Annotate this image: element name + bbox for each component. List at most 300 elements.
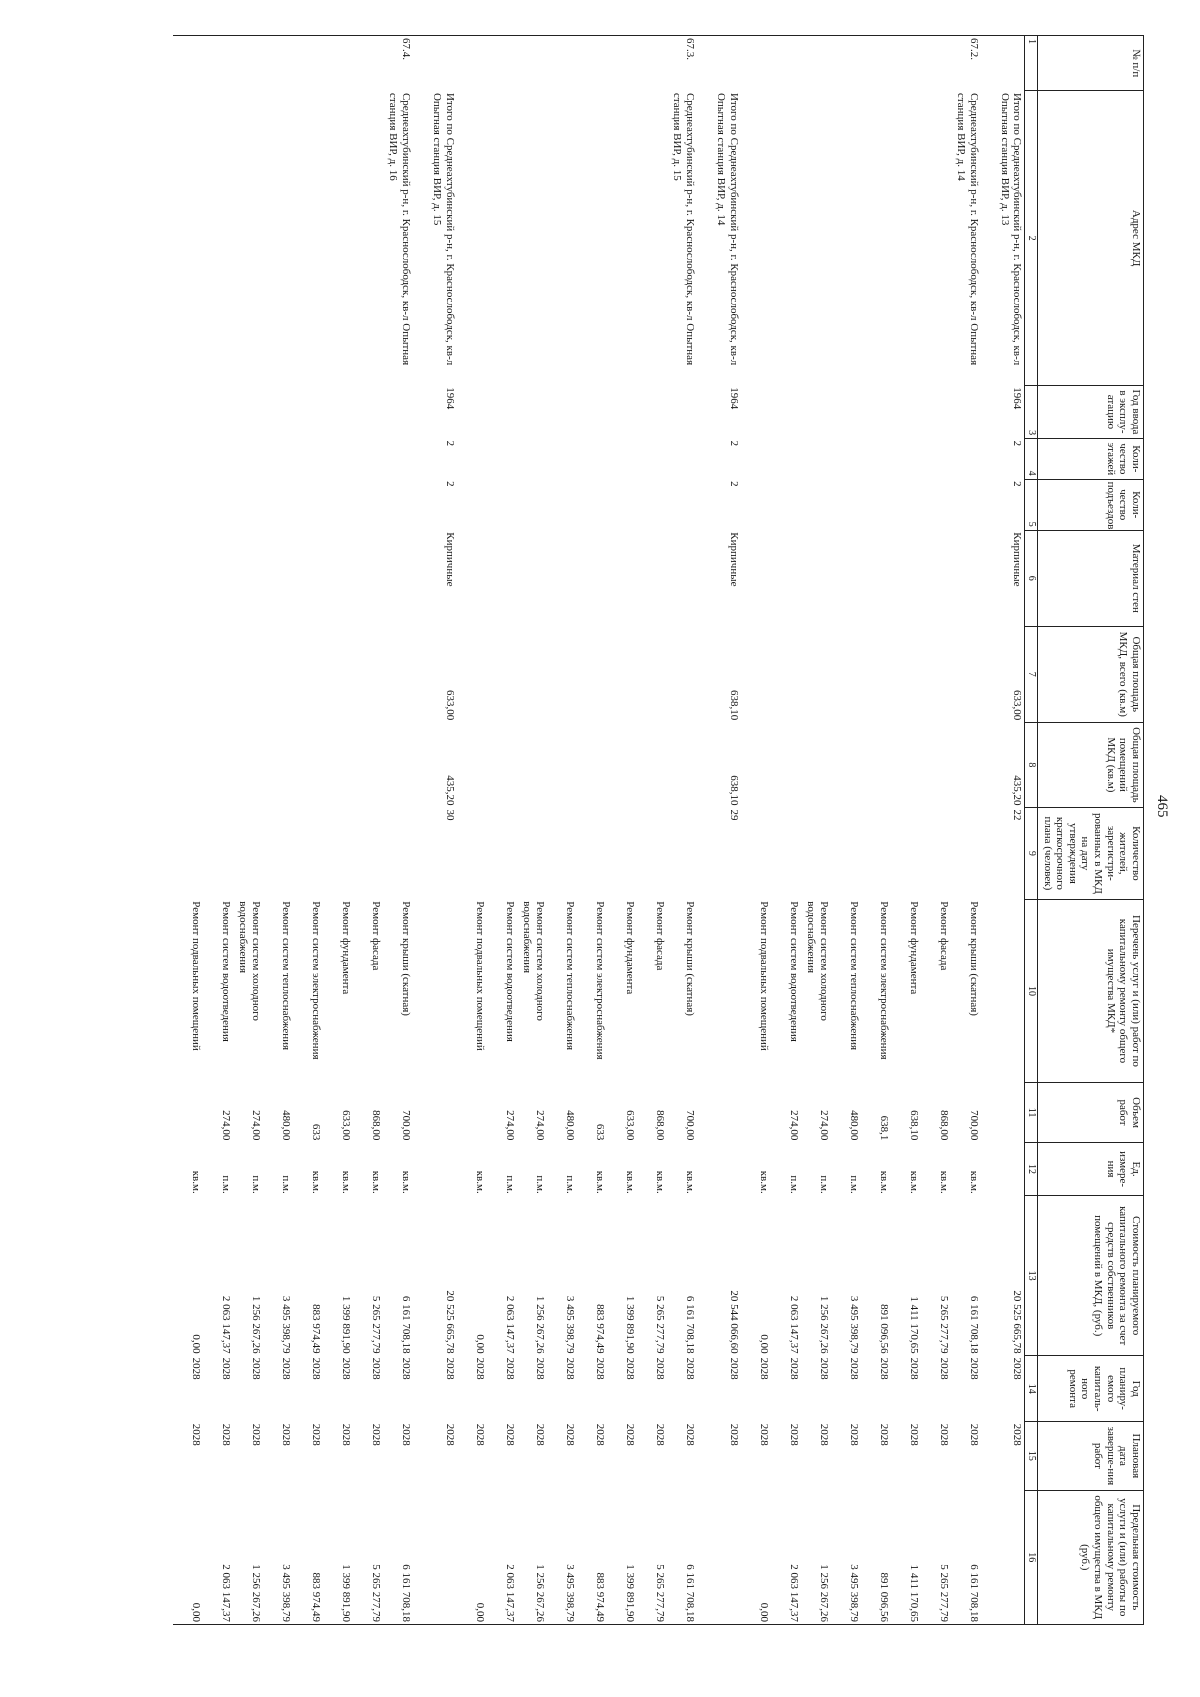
header-max-cost: Предельная стоимость услуги и (или) работы по капитальному ремонту общего имущества в МКД (руб.) <box>1038 1490 1144 1624</box>
cell-premises-area <box>203 722 233 807</box>
cell-floors <box>517 439 547 480</box>
table-row-work <box>517 36 547 1625</box>
cell-wall-material <box>831 530 861 626</box>
cell-entrances <box>951 479 981 530</box>
cell-wall-material <box>577 530 607 626</box>
header-entrances: Коли-чество подъездов <box>1038 479 1144 530</box>
cell-cost: 0,00 <box>758 1334 770 1354</box>
cell-repair-year: 2028 <box>938 1357 950 1380</box>
cell-row-number <box>263 36 293 91</box>
cell-volume: 633,00 <box>340 1110 352 1141</box>
cell-wall-material <box>771 530 801 626</box>
cell-commission-year <box>263 385 293 438</box>
cell-max-cost: 1 256 267,26 <box>801 1490 831 1624</box>
cell-wall-material <box>353 530 383 626</box>
column-number: 15 <box>1025 1422 1038 1490</box>
cell-address <box>607 91 637 385</box>
cell-volume: 480,00 <box>848 1110 860 1141</box>
cell-repair-year: 2028 <box>758 1357 770 1380</box>
table-row-work <box>741 36 771 1625</box>
cell-address <box>861 91 891 385</box>
cell-total-area <box>353 626 383 722</box>
cell-total-area <box>577 626 607 722</box>
cell-residents: 29 <box>728 809 740 821</box>
cell-repair-year: 2028 <box>474 1357 486 1380</box>
cell-floors: 2 <box>444 440 456 447</box>
cell-works: Ремонт систем холодного водоснабжения <box>521 901 546 1021</box>
cell-commission-year: 1964 <box>444 387 456 410</box>
cell-premises-area <box>667 722 697 807</box>
cell-premises-area <box>517 722 547 807</box>
cell-wall-material <box>637 530 667 626</box>
cell-premises-area <box>173 722 203 807</box>
cell-total-area <box>293 626 323 722</box>
column-number: 12 <box>1025 1142 1038 1195</box>
cell-cost: 20 525 665,78 <box>1011 1290 1024 1354</box>
cell-residents <box>517 808 547 900</box>
cell-unit: кв.м. <box>684 1170 696 1194</box>
cell-row-number <box>577 36 607 91</box>
capital-repair-plan-table <box>173 35 1144 1625</box>
table-row-work <box>667 36 697 1625</box>
cell-row-number <box>233 36 263 91</box>
cell-cost: 1 256 267,26 <box>250 1295 262 1354</box>
table-row-work <box>801 36 831 1625</box>
cell-residents <box>263 808 293 900</box>
cell-volume: 480,00 <box>280 1110 292 1141</box>
cell-residents <box>607 808 637 900</box>
cell-unit: п.м. <box>564 1175 576 1194</box>
cell-premises-area <box>547 722 577 807</box>
cell-works: Ремонт систем теплоснабжения <box>280 901 292 1051</box>
cell-repair-year: 2028 <box>788 1357 800 1380</box>
cell-residents <box>457 808 487 900</box>
cell-volume: 633 <box>310 1123 322 1141</box>
cell-wall-material <box>263 530 293 626</box>
cell-commission-year <box>831 385 861 438</box>
cell-completion-date: 2028 <box>220 1423 232 1446</box>
table-row-work <box>951 36 981 1625</box>
column-number: 3 <box>1025 385 1038 438</box>
cell-completion-date: 2028 <box>280 1423 292 1446</box>
cell-volume: 480,00 <box>564 1110 576 1141</box>
cell-cost: 1 411 170,65 <box>908 1296 920 1354</box>
table-row-work <box>323 36 353 1625</box>
cell-works: Ремонт фундамента <box>340 901 352 995</box>
table-row-work <box>547 36 577 1625</box>
cell-volume <box>741 1083 771 1143</box>
cell-wall-material <box>173 530 203 626</box>
cell-commission-year <box>487 385 517 438</box>
cell-commission-year: 1964 <box>1011 387 1024 410</box>
cell-repair-year: 2028 <box>848 1357 860 1380</box>
cell-floors <box>353 439 383 480</box>
cell-works <box>697 899 741 1082</box>
cell-premises-area <box>487 722 517 807</box>
cell-commission-year <box>577 385 607 438</box>
cell-floors <box>323 439 353 480</box>
cell-premises-area <box>263 722 293 807</box>
cell-entrances <box>517 479 547 530</box>
table-body <box>173 36 1025 1625</box>
cell-address <box>517 91 547 385</box>
cell-commission-year <box>517 385 547 438</box>
table-row-work <box>233 36 263 1625</box>
cell-premises-area <box>801 722 831 807</box>
cell-entrances <box>801 479 831 530</box>
column-number: 6 <box>1025 530 1038 626</box>
cell-repair-year: 2028 <box>728 1357 740 1380</box>
cell-address <box>831 91 861 385</box>
page-number: 465 <box>1154 795 1170 818</box>
cell-floors <box>891 439 921 480</box>
cell-unit <box>413 1142 457 1195</box>
cell-volume: 633 <box>594 1123 606 1141</box>
cell-floors <box>547 439 577 480</box>
cell-total-area <box>487 626 517 722</box>
cell-works: Ремонт подвальных помещений <box>190 901 202 1051</box>
table-row-work <box>921 36 951 1625</box>
header-repair-year: Год планиру-емого капиталь-ного ремонта <box>1038 1356 1144 1422</box>
cell-max-cost: 883 974,49 <box>293 1490 323 1624</box>
cell-volume <box>173 1083 203 1143</box>
cell-wall-material <box>457 530 487 626</box>
cell-row-number <box>517 36 547 91</box>
cell-cost: 6 161 708,18 <box>684 1295 696 1354</box>
cell-commission-year <box>353 385 383 438</box>
cell-wall-material <box>517 530 547 626</box>
header-wall-material: Материал стен <box>1038 530 1144 626</box>
cell-residents <box>741 808 771 900</box>
cell-row-number: 67.4. <box>383 36 413 91</box>
cell-wall-material: Кирпичные <box>444 532 456 587</box>
cell-wall-material <box>891 530 921 626</box>
cell-commission-year <box>801 385 831 438</box>
cell-unit <box>697 1142 741 1195</box>
cell-total-area <box>637 626 667 722</box>
cell-residents <box>667 808 697 900</box>
cell-repair-year: 2028 <box>878 1357 890 1380</box>
cell-entrances <box>233 479 263 530</box>
cell-row-number <box>457 36 487 91</box>
cell-wall-material <box>861 530 891 626</box>
cell-cost: 20 544 066,60 <box>728 1290 740 1354</box>
cell-unit: кв.м. <box>190 1170 202 1194</box>
cell-cost: 2 063 147,37 <box>220 1295 232 1354</box>
cell-premises-area <box>891 722 921 807</box>
cell-floors <box>263 439 293 480</box>
table-row-work <box>861 36 891 1625</box>
cell-floors <box>771 439 801 480</box>
cell-entrances <box>203 479 233 530</box>
cell-floors <box>457 439 487 480</box>
cell-volume: 638,10 <box>908 1110 920 1141</box>
cell-entrances <box>861 479 891 530</box>
cell-repair-year: 2028 <box>1011 1357 1024 1380</box>
cell-repair-year: 2028 <box>684 1357 696 1380</box>
cell-row-number <box>801 36 831 91</box>
cell-max-cost: 1 399 891,90 <box>323 1490 353 1624</box>
cell-volume: 638,1 <box>878 1115 890 1141</box>
cell-wall-material <box>383 530 413 626</box>
cell-floors <box>921 439 951 480</box>
cell-completion-date: 2028 <box>908 1423 920 1446</box>
cell-total-area <box>173 626 203 722</box>
cell-repair-year: 2028 <box>280 1357 292 1380</box>
cell-entrances <box>921 479 951 530</box>
cell-row-number <box>697 36 741 91</box>
cell-commission-year <box>203 385 233 438</box>
cell-works: Ремонт фасада <box>654 901 666 971</box>
cell-repair-year: 2028 <box>534 1357 546 1380</box>
cell-completion-date: 2028 <box>534 1423 546 1446</box>
cell-entrances <box>323 479 353 530</box>
cell-max-cost: 891 096,56 <box>861 1490 891 1624</box>
cell-entrances <box>457 479 487 530</box>
cell-max-cost: 2 063 147,37 <box>203 1490 233 1624</box>
cell-premises-area: 435,20 <box>1011 775 1024 806</box>
cell-premises-area <box>921 722 951 807</box>
cell-cost: 0,00 <box>190 1334 202 1354</box>
cell-floors <box>383 439 413 480</box>
cell-cost: 1 399 891,90 <box>340 1295 352 1354</box>
cell-address <box>741 91 771 385</box>
cell-volume: 274,00 <box>818 1110 830 1141</box>
cell-wall-material <box>951 530 981 626</box>
cell-entrances <box>547 479 577 530</box>
cell-residents <box>233 808 263 900</box>
cell-cost: 891 096,56 <box>878 1304 890 1354</box>
cell-volume: 700,00 <box>400 1110 412 1141</box>
cell-works: Ремонт систем холодного водоснабжения <box>237 901 262 1021</box>
cell-row-number <box>607 36 637 91</box>
cell-cost: 20 525 665,78 <box>444 1290 456 1354</box>
cell-premises-area <box>233 722 263 807</box>
cell-residents <box>203 808 233 900</box>
cell-premises-area <box>293 722 323 807</box>
cell-row-number <box>831 36 861 91</box>
column-number: 7 <box>1025 626 1038 722</box>
cell-total-area <box>547 626 577 722</box>
cell-volume: 700,00 <box>684 1110 696 1141</box>
cell-repair-year: 2028 <box>968 1357 980 1380</box>
cell-max-cost: 0,00 <box>457 1490 487 1624</box>
cell-floors <box>637 439 667 480</box>
cell-repair-year: 2028 <box>370 1357 382 1380</box>
cell-cost: 883 974,49 <box>310 1304 322 1354</box>
cell-volume: 274,00 <box>250 1110 262 1141</box>
cell-unit: кв.м. <box>968 1170 980 1194</box>
cell-repair-year: 2028 <box>250 1357 262 1380</box>
cell-max-cost: 1 411 170,65 <box>891 1490 921 1624</box>
cell-works: Ремонт фундамента <box>908 901 920 995</box>
cell-unit <box>981 1142 1025 1195</box>
cell-row-number <box>173 36 203 91</box>
cell-completion-date: 2028 <box>444 1423 456 1446</box>
cell-cost: 5 265 277,79 <box>938 1295 950 1354</box>
cell-row-number <box>353 36 383 91</box>
cell-commission-year <box>637 385 667 438</box>
cell-completion-date: 2028 <box>310 1423 322 1446</box>
cell-volume: 274,00 <box>504 1110 516 1141</box>
cell-completion-date: 2028 <box>370 1423 382 1446</box>
cell-works: Ремонт подвальных помещений <box>474 901 486 1051</box>
cell-unit: п.м. <box>788 1175 800 1194</box>
cell-address <box>801 91 831 385</box>
cell-row-number <box>921 36 951 91</box>
cell-completion-date: 2028 <box>474 1423 486 1446</box>
cell-address <box>891 91 921 385</box>
table-row-work <box>637 36 667 1625</box>
cell-commission-year <box>891 385 921 438</box>
cell-max-cost: 1 256 267,26 <box>517 1490 547 1624</box>
cell-floors <box>293 439 323 480</box>
cell-commission-year <box>173 385 203 438</box>
cell-premises-area <box>771 722 801 807</box>
cell-premises-area <box>861 722 891 807</box>
cell-volume: 274,00 <box>220 1110 232 1141</box>
cell-completion-date: 2028 <box>400 1423 412 1446</box>
column-number: 9 <box>1025 808 1038 900</box>
cell-wall-material <box>547 530 577 626</box>
cell-row-number <box>771 36 801 91</box>
cell-address <box>921 91 951 385</box>
cell-max-cost <box>981 1490 1025 1624</box>
cell-entrances: 2 <box>1011 481 1024 487</box>
header-row-number: № п/п <box>1038 36 1144 91</box>
cell-residents <box>547 808 577 900</box>
cell-row-number <box>293 36 323 91</box>
cell-wall-material <box>203 530 233 626</box>
cell-wall-material <box>607 530 637 626</box>
header-works-list: Перечень услуг и (или) работ по капитальному ремонту общего имущества МКД* <box>1038 899 1144 1082</box>
cell-works: Ремонт крыши (скатная) <box>400 901 412 1016</box>
cell-completion-date: 2028 <box>190 1423 202 1446</box>
cell-works <box>413 899 457 1082</box>
cell-cost: 3 495 398,79 <box>848 1295 860 1354</box>
cell-total-area <box>323 626 353 722</box>
column-number: 14 <box>1025 1356 1038 1422</box>
cell-max-cost: 3 495 398,79 <box>547 1490 577 1624</box>
cell-row-number: 67.3. <box>667 36 697 91</box>
cell-repair-year: 2028 <box>504 1357 516 1380</box>
cell-residents <box>921 808 951 900</box>
cell-cost: 5 265 277,79 <box>654 1295 666 1354</box>
cell-wall-material: Кирпичные <box>1011 532 1024 587</box>
cell-row-number <box>487 36 517 91</box>
cell-address: Итого по Среднеахтубинский р-н, г. Краснослободск, кв-л Опытная станция ВИР, д. 15 <box>431 92 456 366</box>
cell-entrances <box>771 479 801 530</box>
cell-total-area <box>921 626 951 722</box>
cell-volume <box>413 1083 457 1143</box>
cell-floors: 2 <box>728 440 740 447</box>
cell-wall-material: Кирпичные <box>728 532 740 587</box>
cell-unit: п.м. <box>280 1175 292 1194</box>
cell-entrances <box>487 479 517 530</box>
cell-residents: 22 <box>1011 809 1024 821</box>
column-number: 13 <box>1025 1196 1038 1356</box>
cell-commission-year <box>741 385 771 438</box>
cell-repair-year: 2028 <box>908 1357 920 1380</box>
cell-premises-area <box>353 722 383 807</box>
cell-repair-year: 2028 <box>624 1357 636 1380</box>
cell-total-area <box>607 626 637 722</box>
cell-volume: 633,00 <box>624 1110 636 1141</box>
cell-entrances <box>667 479 697 530</box>
cell-residents <box>831 808 861 900</box>
header-unit: Ед. измере-ния <box>1038 1142 1144 1195</box>
cell-cost: 883 974,49 <box>594 1304 606 1354</box>
cell-floors <box>173 439 203 480</box>
column-number: 4 <box>1025 439 1038 480</box>
cell-residents <box>771 808 801 900</box>
cell-works: Ремонт систем холодного водоснабжения <box>805 901 830 1021</box>
cell-premises-area <box>457 722 487 807</box>
cell-residents <box>323 808 353 900</box>
cell-max-cost: 6 161 708,18 <box>951 1490 981 1624</box>
cell-cost: 1 399 891,90 <box>624 1295 636 1354</box>
table-row-work <box>263 36 293 1625</box>
cell-wall-material <box>487 530 517 626</box>
cell-cost: 5 265 277,79 <box>370 1295 382 1354</box>
table-row-work <box>353 36 383 1625</box>
cell-works <box>981 899 1025 1082</box>
cell-floors <box>831 439 861 480</box>
cell-premises-area <box>383 722 413 807</box>
cell-premises-area <box>637 722 667 807</box>
cell-works: Ремонт систем водоотведения <box>504 901 516 1042</box>
table-row-total <box>697 36 741 1625</box>
cell-commission-year <box>861 385 891 438</box>
cell-address: Итого по Среднеахтубинский р-н, г. Краснослободск, кв-л Опытная станция ВИР, д. 14 <box>715 92 740 366</box>
cell-commission-year <box>771 385 801 438</box>
cell-cost: 1 256 267,26 <box>818 1295 830 1354</box>
cell-repair-year: 2028 <box>340 1357 352 1380</box>
cell-residents <box>891 808 921 900</box>
cell-address <box>233 91 263 385</box>
cell-total-area <box>741 626 771 722</box>
cell-address <box>637 91 667 385</box>
cell-entrances <box>353 479 383 530</box>
cell-unit: п.м. <box>504 1175 516 1194</box>
cell-works: Ремонт крыши (скатная) <box>684 901 696 1016</box>
header-repair-cost: Стоимость планируемого капитального ремонта за счет средств собственников помещений в МКД, (руб.) <box>1038 1196 1144 1356</box>
table-header <box>1025 36 1144 1625</box>
cell-floors <box>203 439 233 480</box>
column-number: 2 <box>1025 91 1038 385</box>
cell-address <box>293 91 323 385</box>
cell-volume <box>981 1083 1025 1143</box>
cell-premises-area <box>741 722 771 807</box>
cell-works: Ремонт систем теплоснабжения <box>848 901 860 1051</box>
cell-completion-date: 2028 <box>250 1423 262 1446</box>
cell-total-area <box>771 626 801 722</box>
table-row-work <box>293 36 323 1625</box>
cell-volume: 868,00 <box>370 1110 382 1141</box>
cell-works: Ремонт систем водоотведения <box>220 901 232 1042</box>
cell-total-area: 633,00 <box>444 689 456 721</box>
cell-max-cost: 5 265 277,79 <box>921 1490 951 1624</box>
cell-row-number <box>547 36 577 91</box>
cell-address <box>577 91 607 385</box>
cell-premises-area: 435,20 <box>444 775 456 806</box>
cell-entrances <box>607 479 637 530</box>
cell-wall-material <box>233 530 263 626</box>
cell-works: Ремонт систем теплоснабжения <box>564 901 576 1051</box>
cell-max-cost: 3 495 398,79 <box>831 1490 861 1624</box>
cell-total-area <box>457 626 487 722</box>
cell-volume <box>457 1083 487 1143</box>
